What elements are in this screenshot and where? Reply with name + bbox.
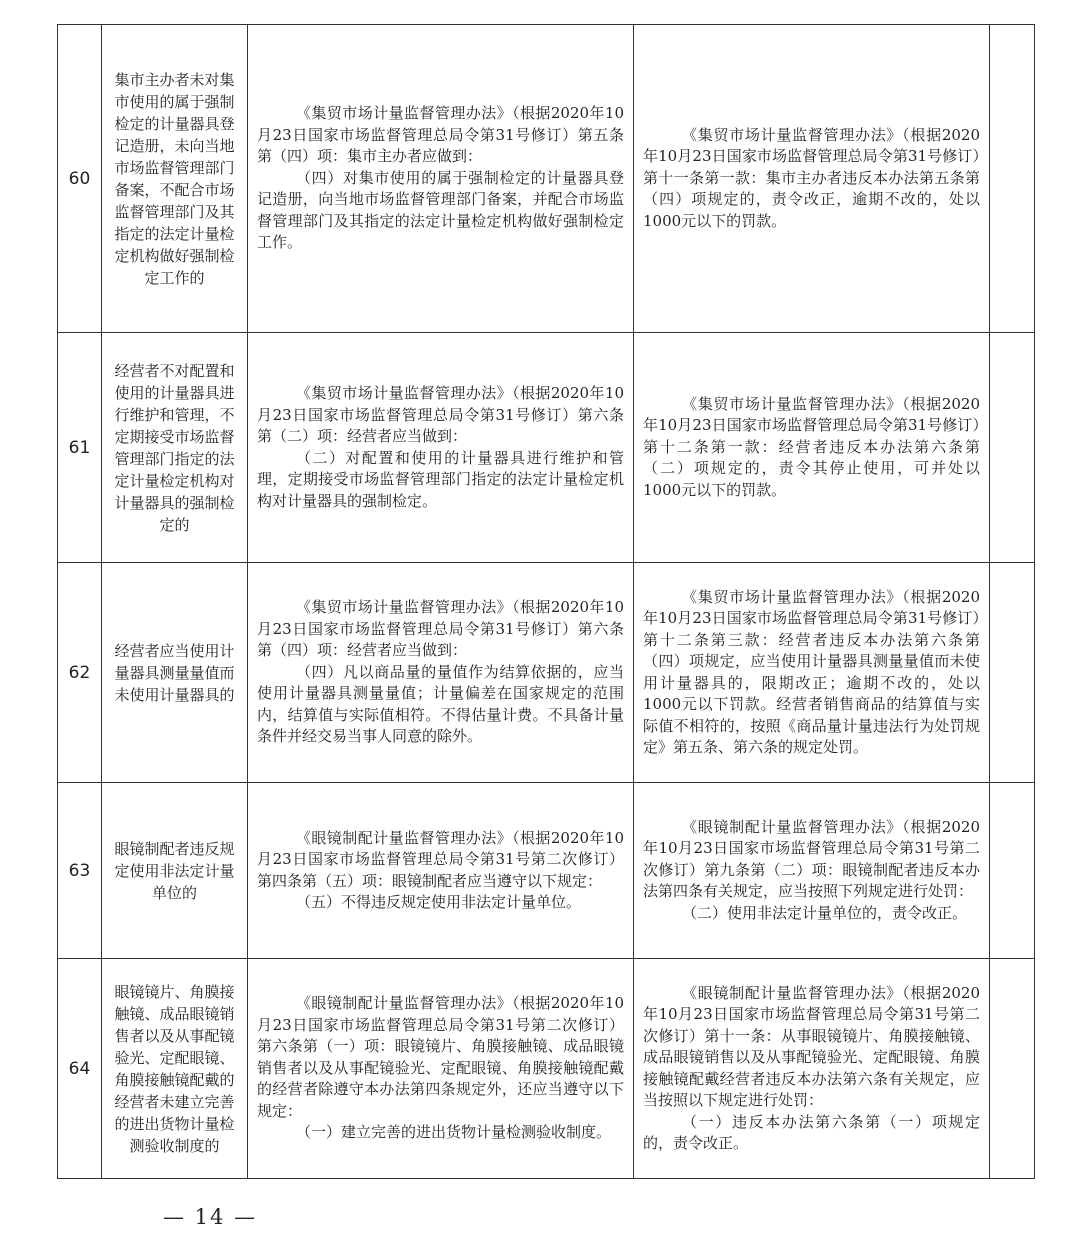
penalty-paragraph: 《眼镜制配计量监督管理办法》（根据2020年10月23日国家市场监督管理总局令第31号第二次修订）第九条第（二）项：眼镜制配者违反本办法第四条有关规定，应当按照下列规定进行处罚：	[643, 817, 980, 901]
empty-cell	[990, 563, 1035, 783]
empty-cell	[990, 333, 1035, 563]
empty-cell	[990, 783, 1035, 959]
table-row	[58, 783, 1035, 959]
penalty-paragraph: 《集贸市场计量监督管理办法》（根据2020年10月23日国家市场监督管理总局令第31号修订）第十一条第一款：集市主办者违反本办法第五条第（四）项规定的，责令改正，逾期不改的，处以1000元以下的罚款。	[643, 125, 980, 230]
violation-item: 眼镜镜片、角膜接触镜、成品眼镜销售者以及从事配镜验光、定配眼镜、角膜接触镜配戴的经营者未建立完善的进出货物计量检测验收制度的	[102, 959, 248, 1179]
penalty-paragraph: 《眼镜制配计量监督管理办法》（根据2020年10月23日国家市场监督管理总局令第31号第二次修订）第十一条：从事眼镜镜片、角膜接触镜、成品眼镜销售以及从事配镜验光、定配眼镜、角膜接触镜配戴经营者违反本办法第六条有关规定，应当按照以下规定进行处罚：	[643, 983, 980, 1109]
penalty-basis	[634, 563, 990, 783]
basis-paragraph: 《集贸市场计量监督管理办法》（根据2020年10月23日国家市场监督管理总局令第31号修订）第六条第（二）项：经营者应当做到：	[257, 384, 624, 445]
penalty-basis	[634, 25, 990, 333]
page-number: — 14 —	[163, 1205, 258, 1229]
basis-paragraph: （四）凡以商品量的量值作为结算依据的，应当使用计量器具测量量值；计量偏差在国家规定的范围内，结算值与实际值相符。不得估量计费。不具备计量条件并经交易当事人同意的除外。	[257, 662, 624, 746]
table-row	[58, 333, 1035, 563]
basis-paragraph: 《集贸市场计量监督管理办法》（根据2020年10月23日国家市场监督管理总局令第31号修订）第六条第（四）项：经营者应当做到：	[257, 598, 624, 660]
regulation-table	[57, 24, 1035, 1179]
penalty-basis	[634, 959, 990, 1179]
table-row	[58, 563, 1035, 783]
row-number: 63	[58, 783, 102, 959]
basis-paragraph: （一）建立完善的进出货物计量检测验收制度。	[296, 1123, 612, 1142]
basis-paragraph: （五）不得违反规定使用非法定计量单位。	[296, 893, 582, 911]
table-row	[58, 25, 1035, 333]
empty-cell	[990, 959, 1035, 1179]
basis-paragraph: 《集贸市场计量监督管理办法》（根据2020年10月23日国家市场监督管理总局令第31号修订）第五条第（四）项：集市主办者应做到：	[257, 104, 624, 166]
legal-basis	[248, 563, 634, 783]
violation-item: 集市主办者未对集市使用的属于强制检定的计量器具登记造册，未向当地市场监督管理部门备案，不配合市场监督管理部门及其指定的法定计量检定机构做好强制检定工作的	[102, 25, 248, 333]
legal-basis	[248, 783, 634, 959]
basis-paragraph: （四）对集市使用的属于强制检定的计量器具登记造册，向当地市场监督管理部门备案，并配合市场监督管理部门及其指定的法定计量检定机构做好强制检定工作。	[257, 168, 624, 252]
basis-paragraph: （二）对配置和使用的计量器具进行维护和管理，定期接受市场监督管理部门指定的法定计量检定机构对计量器具的强制检定。	[257, 448, 624, 510]
row-number: 60	[58, 25, 102, 333]
violation-item: 经营者应当使用计量器具测量量值而未使用计量器具的	[102, 563, 248, 783]
row-number: 62	[58, 563, 102, 783]
violation-item: 经营者不对配置和使用的计量器具进行维护和管理，不定期接受市场监督管理部门指定的法定计量检定机构对计量器具的强制检定的	[102, 333, 248, 563]
penalty-basis	[634, 333, 990, 563]
row-number: 64	[58, 959, 102, 1179]
penalty-basis	[634, 783, 990, 959]
empty-cell	[990, 25, 1035, 333]
penalty-paragraph: 《集贸市场计量监督管理办法》（根据2020年10月23日国家市场监督管理总局令第31号修订）第十二条第三款：经营者违反本办法第六条第（四）项规定，应当使用计量器具测量量值而未使用计量器具的，限期改正；逾期不改的，处以1000元以下罚款。经营者销售商品的结算值与实际值不相符的，按照《商品量计量违法行为处罚规定》第五条、第六条的规定处罚。	[643, 587, 980, 756]
penalty-paragraph: （一）违反本办法第六条第（一）项规定的，责令改正。	[643, 1112, 980, 1152]
row-number: 61	[58, 333, 102, 563]
basis-paragraph: 《眼镜制配计量监督管理办法》（根据2020年10月23日国家市场监督管理总局令第31号第二次修订）第六条第（一）项：眼镜镜片、角膜接触镜、成品眼镜销售者以及从事配镜验光、定配眼镜、角膜接触镜配戴的经营者除遵守本办法第四条规定外，还应当遵守以下规定：	[257, 994, 624, 1120]
legal-basis	[248, 25, 634, 333]
legal-basis	[248, 959, 634, 1179]
penalty-paragraph: 《集贸市场计量监督管理办法》（根据2020年10月23日国家市场监督管理总局令第31号修订）第十二条第一款：经营者违反本办法第六条第（二）项规定的，责令其停止使用，可并处以1000元以下的罚款。	[643, 394, 980, 499]
legal-basis	[248, 333, 634, 563]
table-row	[58, 959, 1035, 1179]
basis-paragraph: 《眼镜制配计量监督管理办法》（根据2020年10月23日国家市场监督管理总局令第31号第二次修订）第四条第（五）项：眼镜制配者应当遵守以下规定：	[257, 828, 624, 890]
penalty-paragraph: （二）使用非法定计量单位的，责令改正。	[682, 903, 968, 922]
violation-item: 眼镜制配者违反规定使用非法定计量单位的	[102, 783, 248, 959]
